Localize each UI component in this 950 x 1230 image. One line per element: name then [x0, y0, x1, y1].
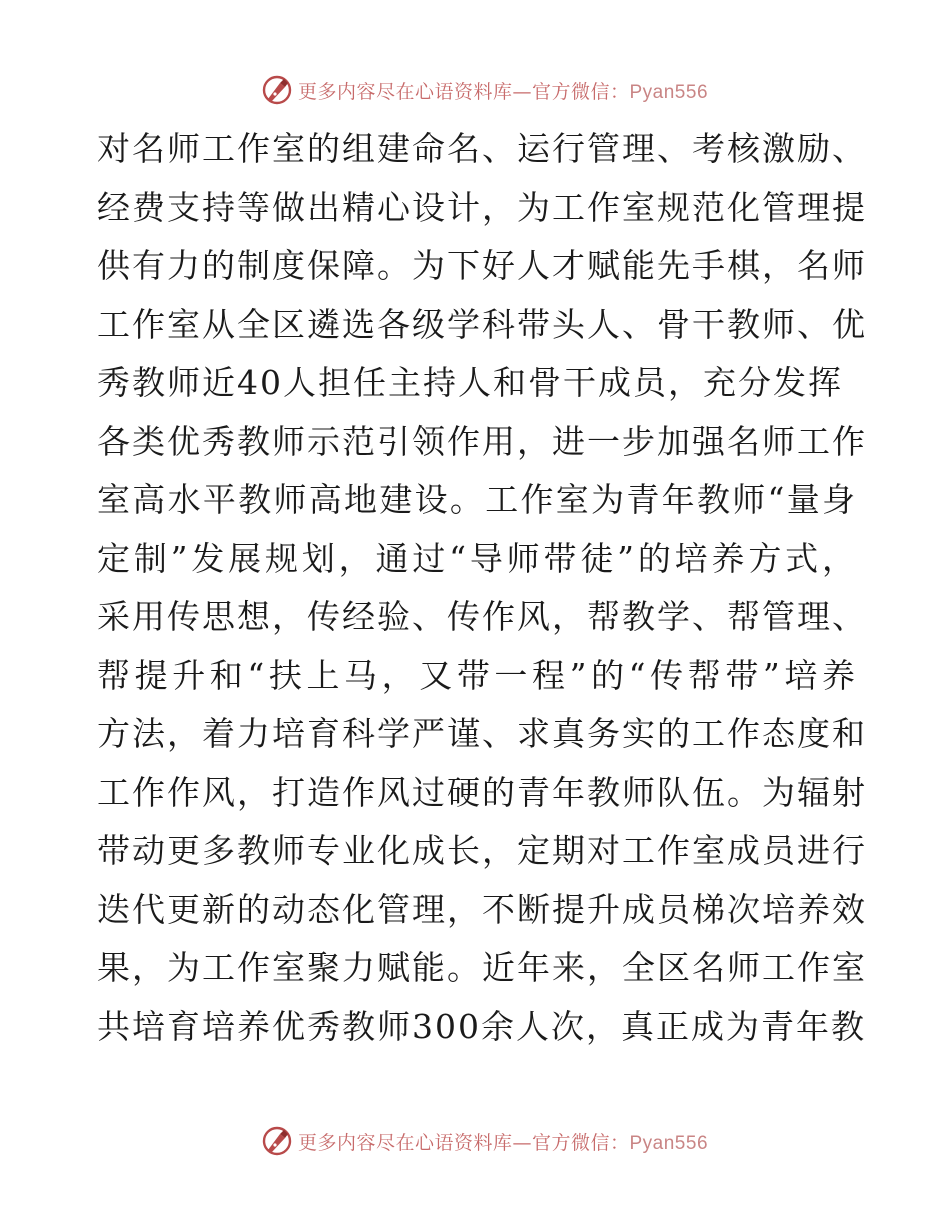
body-line: 方法，着力培育科学严谨、求真务实的工作态度和 — [97, 714, 867, 753]
header-banner-content — [260, 73, 708, 107]
body-line: 经费支持等做出精心设计，为工作室规范化管理提 — [97, 187, 867, 227]
body-line: 定制”发展规划，通过“导师带徒”的培养方式， — [97, 538, 857, 578]
body-line: 供有力的制度保障。为下好人才赋能先手棋，名师 — [97, 246, 867, 285]
footer-banner-label: 官方微信： — [531, 1131, 630, 1154]
header-banner-text — [298, 77, 708, 104]
body-line: 秀教师近40人担任主持人和骨干成员，充分发挥 — [97, 363, 843, 402]
body-line: 工作室从全区遴选各级学科带头人、骨干教师、优 — [97, 304, 867, 344]
body-paragraph — [97, 120, 867, 1056]
body-line: 果，为工作室聚力赋能。近年来，全区名师工作室 — [97, 948, 867, 987]
body-line: 共培育培养优秀教师300余人次，真正成为青年教 — [97, 1006, 866, 1046]
body-line: 带动更多教师专业化成长，定期对工作室成员进行 — [97, 831, 867, 870]
pen-nib-logo-icon — [260, 1124, 294, 1158]
body-line: 工作作风，打造作风过硬的青年教师队伍。为辐射 — [97, 772, 867, 812]
body-line: 对名师工作室的组建命名、运行管理、考核激励、 — [97, 129, 867, 168]
body-line: 帮提升和“扶上马，又带一程”的“传帮带”培养 — [97, 655, 857, 695]
pen-nib-logo-icon — [260, 73, 294, 107]
header-banner — [0, 70, 950, 110]
body-line: 采用传思想，传经验、传作风，帮教学、帮管理、 — [97, 597, 867, 636]
header-banner-main: 更多内容尽在心语资料库 — [297, 80, 513, 103]
footer-banner-text — [298, 1128, 708, 1155]
header-banner-label: 官方微信： — [531, 80, 630, 103]
body-line: 室高水平教师高地建设。工作室为青年教师“量身 — [97, 480, 857, 519]
footer-banner-separator: — — [512, 1131, 532, 1154]
footer-banner-handle: Pyan556 — [629, 1132, 709, 1154]
header-banner-handle: Pyan556 — [629, 81, 709, 103]
body-line: 迭代更新的动态化管理，不断提升成员梯次培养效 — [97, 889, 867, 929]
footer-banner-content — [260, 1124, 708, 1158]
footer-banner-main: 更多内容尽在心语资料库 — [297, 1131, 513, 1154]
footer-banner — [0, 1121, 950, 1161]
header-banner-separator: — — [512, 80, 532, 103]
body-line: 各类优秀教师示范引领作用，进一步加强名师工作 — [97, 421, 867, 461]
